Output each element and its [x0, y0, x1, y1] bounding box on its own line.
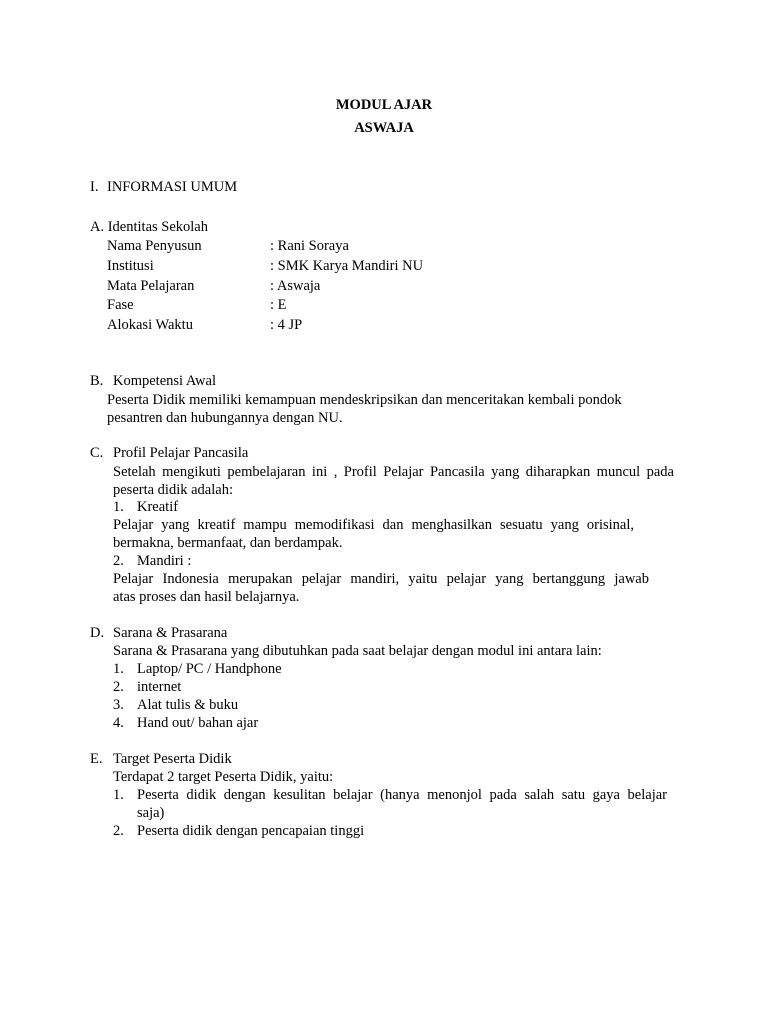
document-title: MODUL AJAR: [335, 97, 433, 113]
identity-label: Nama Penyusun: [107, 238, 202, 254]
profile-item-desc-line: atas proses dan hasil belajarnya.: [113, 589, 300, 605]
profile-item-label: Kreatif: [137, 499, 179, 515]
section-c-intro-line: peserta didik adalah:: [113, 482, 233, 498]
section-e-letter: E.: [90, 751, 103, 767]
identity-label: Fase: [107, 297, 134, 313]
list-number: 2.: [113, 679, 124, 695]
list-item: Peserta didik dengan pencapaian tinggi: [137, 823, 365, 839]
list-item: internet: [137, 679, 182, 695]
list-item-continuation: saja): [137, 805, 165, 821]
profile-item-desc-line: Pelajar yang kreatif mampu memodifikasi dan menghasilkan sesuatu yang orisinal,: [113, 517, 634, 533]
identity-label: Institusi: [107, 258, 154, 274]
identity-label: Alokasi Waktu: [107, 317, 193, 333]
profile-item-label: Mandiri :: [137, 553, 192, 569]
list-number: 1.: [113, 661, 124, 677]
section-d-heading: Sarana & Prasarana: [113, 625, 228, 641]
list-item: Laptop/ PC / Handphone: [137, 661, 282, 677]
section-b-paragraph-line: pesantren dan hubungannya dengan NU.: [107, 410, 343, 426]
identity-value: : E: [270, 297, 287, 313]
list-number: 1.: [113, 499, 124, 515]
section-d-intro: Sarana & Prasarana yang dibutuhkan pada saat belajar dengan modul ini antara lain:: [113, 643, 602, 659]
list-item: Peserta didik dengan kesulitan belajar (hanya menonjol pada salah satu gaya belajar: [137, 787, 667, 803]
identity-value: : 4 JP: [270, 317, 303, 333]
identity-label: Mata Pelajaran: [107, 278, 195, 294]
identity-value: : SMK Karya Mandiri NU: [270, 258, 424, 274]
identity-value: : Rani Soraya: [270, 238, 349, 254]
section-d-letter: D.: [90, 625, 105, 641]
section-b-heading: Kompetensi Awal: [113, 373, 216, 389]
list-item: Hand out/ bahan ajar: [137, 715, 259, 731]
section-c-letter: C.: [90, 445, 104, 461]
section-c-heading: Profil Pelajar Pancasila: [113, 445, 249, 461]
section-e-heading: Target Peserta Didik: [113, 751, 232, 767]
section-i-number: I.: [90, 179, 99, 195]
list-number: 2.: [113, 823, 124, 839]
document-subtitle: ASWAJA: [354, 120, 414, 136]
profile-item-desc-line: Pelajar Indonesia merupakan pelajar mandiri, yaitu pelajar yang bertanggung jawab: [113, 571, 649, 587]
profile-item-desc-line: bermakna, bermanfaat, dan berdampak.: [113, 535, 343, 551]
section-e-intro: Terdapat 2 target Peserta Didik, yaitu:: [113, 769, 334, 785]
identity-value: : Aswaja: [270, 278, 321, 294]
section-a-heading: A. Identitas Sekolah: [90, 219, 208, 235]
list-item: Alat tulis & buku: [137, 697, 239, 713]
section-b-paragraph-line: Peserta Didik memiliki kemampuan mendeskripsikan dan menceritakan kembali pondok: [107, 392, 622, 408]
list-number: 1.: [113, 787, 124, 803]
section-i-heading: INFORMASI UMUM: [107, 179, 238, 195]
list-number: 2.: [113, 553, 124, 569]
section-b-letter: B.: [90, 373, 104, 389]
list-number: 3.: [113, 697, 124, 713]
list-number: 4.: [113, 715, 124, 731]
section-c-intro-line: Setelah mengikuti pembelajaran ini , Profil Pelajar Pancasila yang diharapkan muncul pada: [113, 464, 674, 480]
